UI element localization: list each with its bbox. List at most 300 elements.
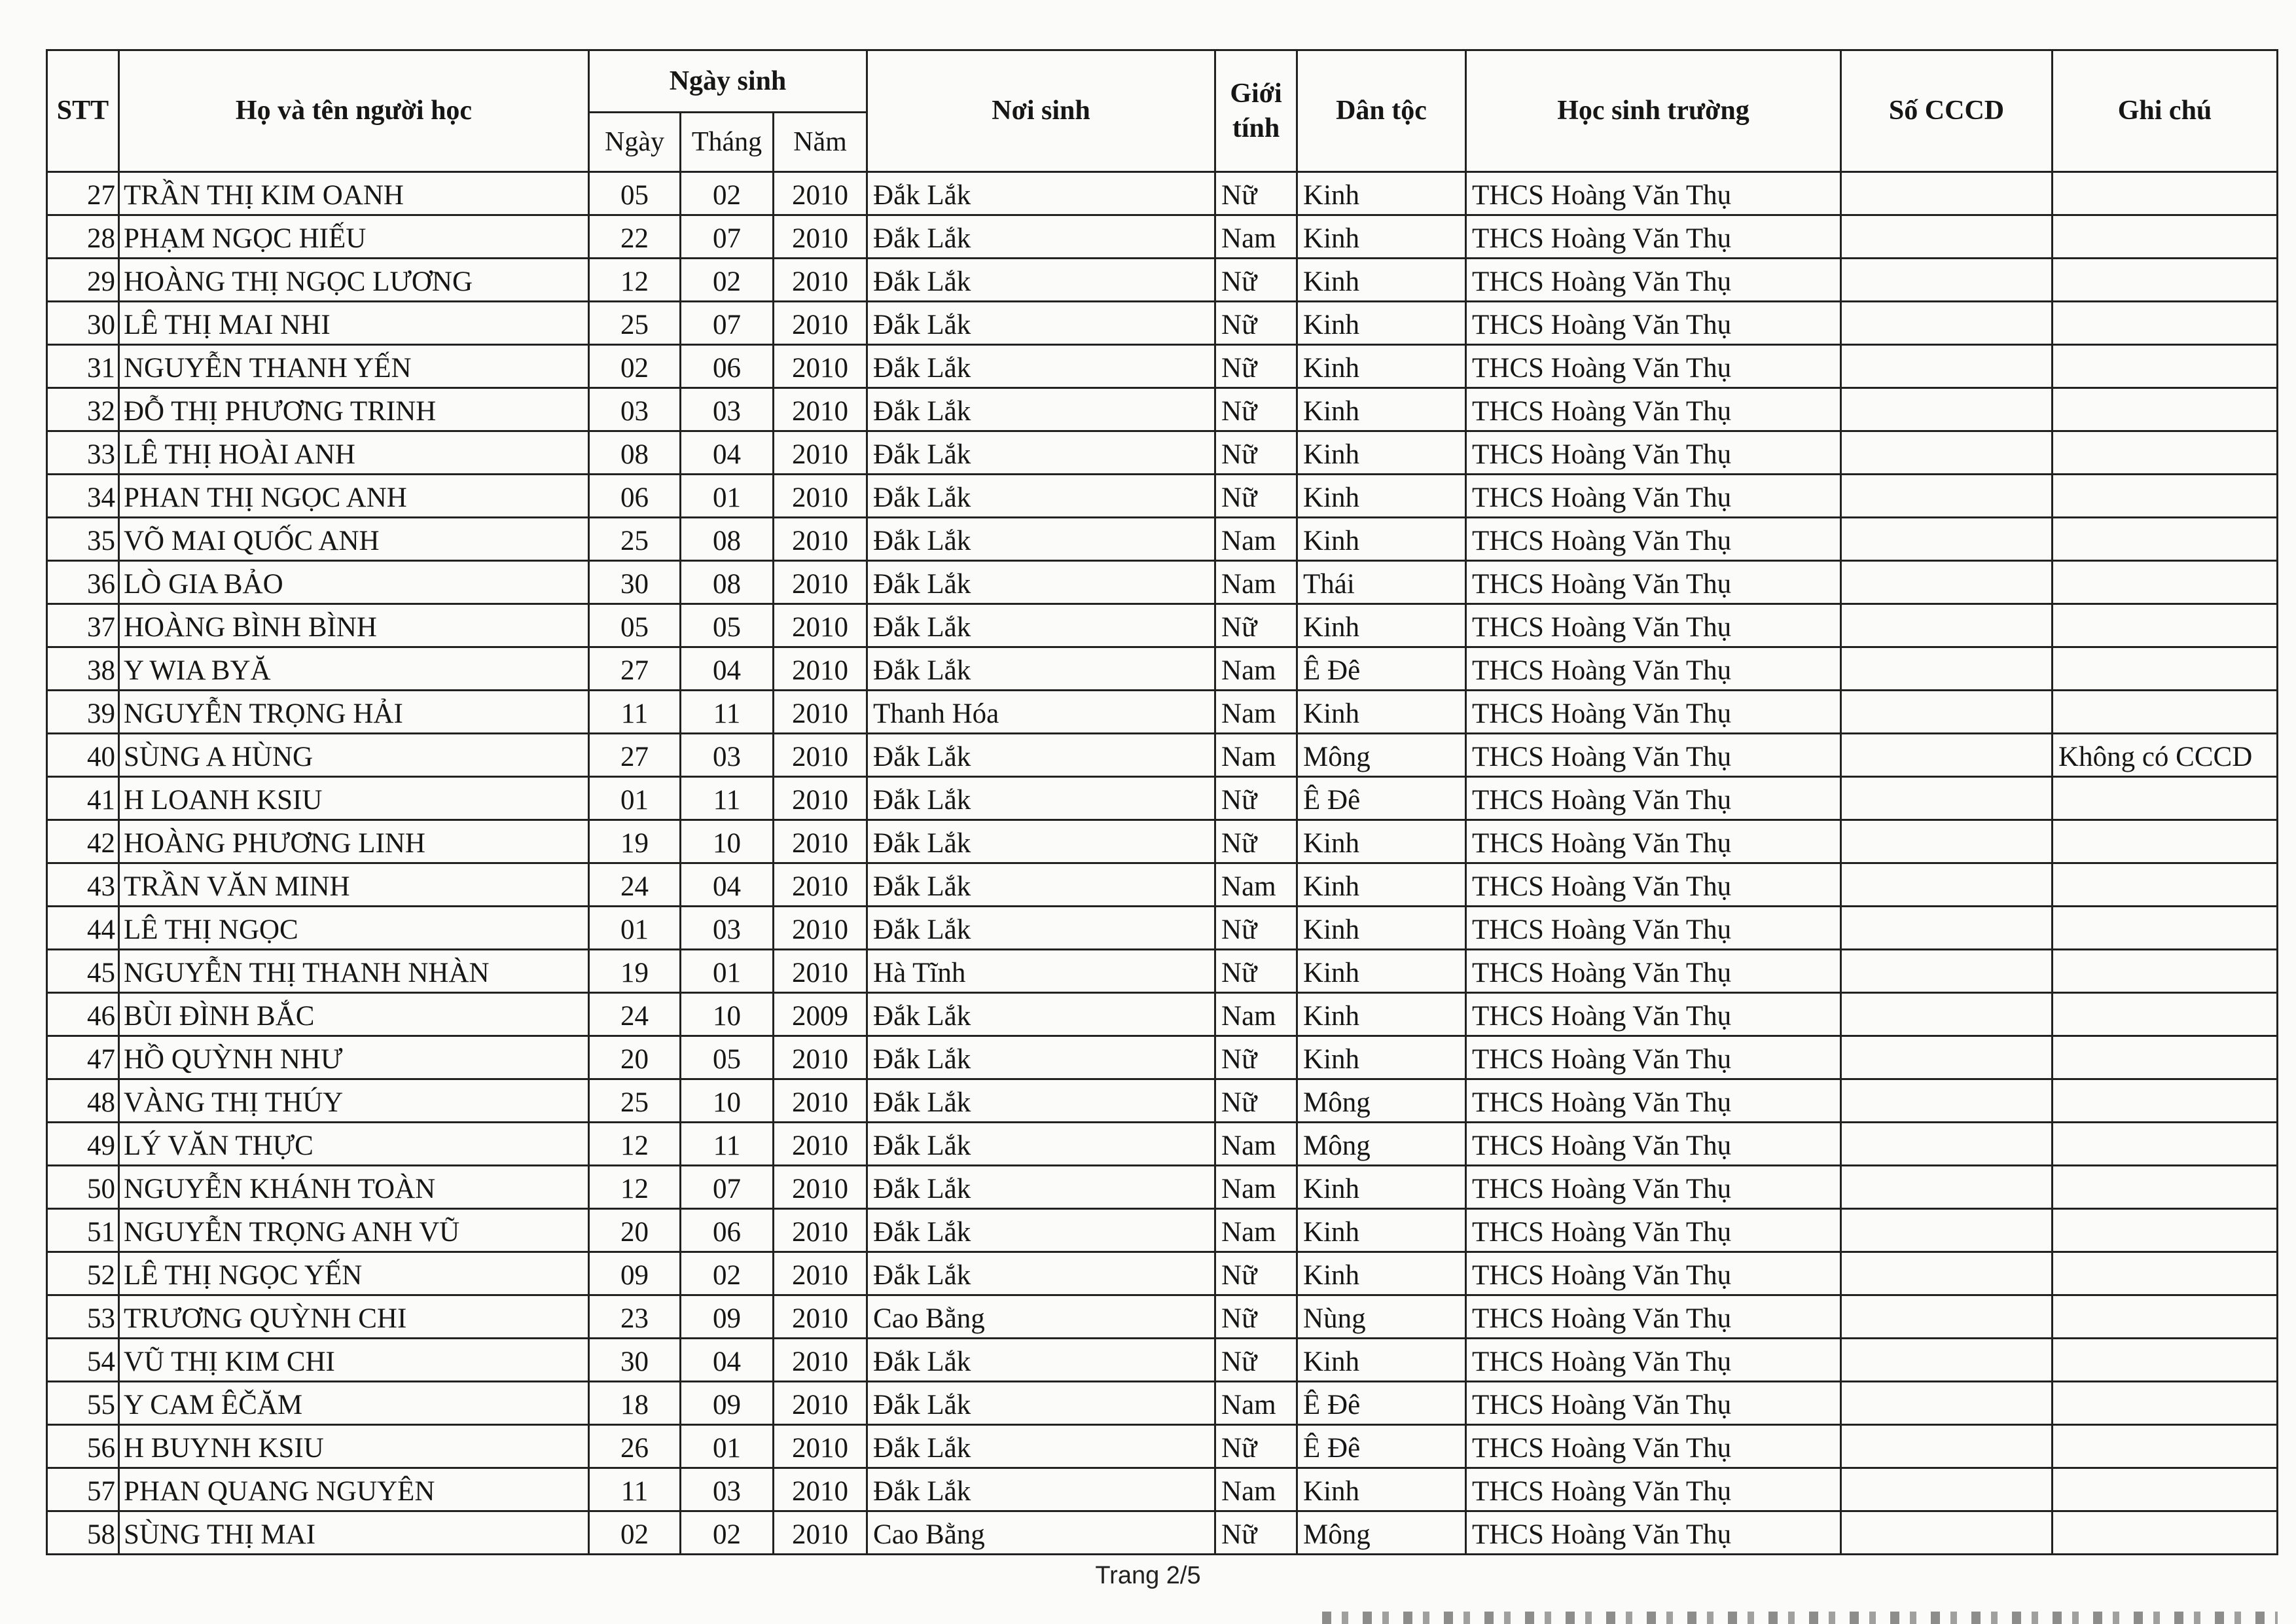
cell-name: HOÀNG THỊ NGỌC LƯƠNG bbox=[119, 259, 589, 302]
cell-year: 2010 bbox=[774, 647, 867, 691]
cell-day: 19 bbox=[589, 820, 681, 863]
cell-school: THCS Hoàng Văn Thụ bbox=[1466, 1036, 1841, 1079]
cell-birthplace: Đắk Lắk bbox=[867, 388, 1215, 431]
cell-birthplace: Đắk Lắk bbox=[867, 647, 1215, 691]
cell-school: THCS Hoàng Văn Thụ bbox=[1466, 907, 1841, 950]
cell-month: 10 bbox=[681, 820, 774, 863]
cell-ethnicity: Kinh bbox=[1297, 1166, 1466, 1209]
cell-name: LÊ THỊ NGỌC bbox=[119, 907, 589, 950]
cell-month: 08 bbox=[681, 561, 774, 604]
cell-school: THCS Hoàng Văn Thụ bbox=[1466, 388, 1841, 431]
table-row bbox=[47, 1339, 2278, 1382]
cell-day: 18 bbox=[589, 1382, 681, 1425]
cell-gender: Nữ bbox=[1215, 1252, 1297, 1295]
cell-cccd bbox=[1841, 1382, 2053, 1425]
cell-stt: 41 bbox=[47, 777, 119, 820]
cell-note bbox=[2053, 1079, 2278, 1123]
cell-gender: Nữ bbox=[1215, 1079, 1297, 1123]
cell-stt: 50 bbox=[47, 1166, 119, 1209]
cell-day: 26 bbox=[589, 1425, 681, 1468]
cell-gender: Nữ bbox=[1215, 1295, 1297, 1339]
cell-stt: 45 bbox=[47, 950, 119, 993]
cell-day: 12 bbox=[589, 1166, 681, 1209]
cell-ethnicity: Ê Đê bbox=[1297, 777, 1466, 820]
cell-ethnicity: Nùng bbox=[1297, 1295, 1466, 1339]
cell-school: THCS Hoàng Văn Thụ bbox=[1466, 431, 1841, 475]
student-list-table bbox=[46, 49, 2278, 1555]
cell-note: Không có CCCD bbox=[2053, 734, 2278, 777]
cell-gender: Nữ bbox=[1215, 777, 1297, 820]
cell-year: 2010 bbox=[774, 907, 867, 950]
header-birthplace: Nơi sinh bbox=[867, 50, 1215, 172]
page-number: Trang 2/5 bbox=[1095, 1562, 1201, 1589]
cell-gender: Nữ bbox=[1215, 345, 1297, 388]
cell-day: 25 bbox=[589, 1079, 681, 1123]
cell-ethnicity: Kinh bbox=[1297, 388, 1466, 431]
cell-note bbox=[2053, 388, 2278, 431]
cell-gender: Nam bbox=[1215, 1468, 1297, 1511]
cell-stt: 39 bbox=[47, 691, 119, 734]
cell-day: 30 bbox=[589, 1339, 681, 1382]
cell-month: 02 bbox=[681, 172, 774, 215]
cell-year: 2010 bbox=[774, 518, 867, 561]
cell-note bbox=[2053, 475, 2278, 518]
cell-name: SÙNG THỊ MAI bbox=[119, 1511, 589, 1555]
cell-ethnicity: Kinh bbox=[1297, 302, 1466, 345]
cell-gender: Nữ bbox=[1215, 1511, 1297, 1555]
header-gender bbox=[1215, 50, 1297, 172]
cell-note bbox=[2053, 1425, 2278, 1468]
cell-name: TRẦN VĂN MINH bbox=[119, 863, 589, 907]
cell-stt: 55 bbox=[47, 1382, 119, 1425]
cell-cccd bbox=[1841, 777, 2053, 820]
cell-school: THCS Hoàng Văn Thụ bbox=[1466, 1425, 1841, 1468]
cell-month: 11 bbox=[681, 1123, 774, 1166]
table-row bbox=[47, 950, 2278, 993]
cell-year: 2010 bbox=[774, 259, 867, 302]
cell-gender: Nữ bbox=[1215, 1425, 1297, 1468]
cell-name: HOÀNG BÌNH BÌNH bbox=[119, 604, 589, 647]
cell-name: VÀNG THỊ THÚY bbox=[119, 1079, 589, 1123]
cell-stt: 52 bbox=[47, 1252, 119, 1295]
cell-name: NGUYỄN TRỌNG ANH VŨ bbox=[119, 1209, 589, 1252]
cell-school: THCS Hoàng Văn Thụ bbox=[1466, 691, 1841, 734]
cell-birthplace: Đắk Lắk bbox=[867, 993, 1215, 1036]
cell-ethnicity: Kinh bbox=[1297, 215, 1466, 259]
cell-day: 20 bbox=[589, 1209, 681, 1252]
cell-note bbox=[2053, 1252, 2278, 1295]
cell-cccd bbox=[1841, 604, 2053, 647]
cell-name: NGUYỄN THỊ THANH NHÀN bbox=[119, 950, 589, 993]
cell-cccd bbox=[1841, 907, 2053, 950]
cell-stt: 54 bbox=[47, 1339, 119, 1382]
cell-birthplace: Cao Bằng bbox=[867, 1511, 1215, 1555]
cell-month: 10 bbox=[681, 993, 774, 1036]
table-row bbox=[47, 475, 2278, 518]
cell-gender: Nữ bbox=[1215, 172, 1297, 215]
cell-month: 04 bbox=[681, 647, 774, 691]
cell-cccd bbox=[1841, 1123, 2053, 1166]
cell-school: THCS Hoàng Văn Thụ bbox=[1466, 561, 1841, 604]
cell-gender: Nữ bbox=[1215, 907, 1297, 950]
cell-month: 01 bbox=[681, 950, 774, 993]
table-row bbox=[47, 777, 2278, 820]
cell-ethnicity: Kinh bbox=[1297, 1468, 1466, 1511]
cell-school: THCS Hoàng Văn Thụ bbox=[1466, 1382, 1841, 1425]
cell-month: 05 bbox=[681, 1036, 774, 1079]
cell-ethnicity: Mông bbox=[1297, 1511, 1466, 1555]
cell-name: LÝ VĂN THỰC bbox=[119, 1123, 589, 1166]
cell-birthplace: Đắk Lắk bbox=[867, 1209, 1215, 1252]
cell-month: 05 bbox=[681, 604, 774, 647]
cell-name: SÙNG A HÙNG bbox=[119, 734, 589, 777]
cell-stt: 56 bbox=[47, 1425, 119, 1468]
cell-day: 27 bbox=[589, 647, 681, 691]
cell-cccd bbox=[1841, 647, 2053, 691]
cell-name: PHAN THỊ NGỌC ANH bbox=[119, 475, 589, 518]
cell-birthplace: Đắk Lắk bbox=[867, 1382, 1215, 1425]
cell-gender: Nam bbox=[1215, 518, 1297, 561]
cell-ethnicity: Kinh bbox=[1297, 475, 1466, 518]
cell-school: THCS Hoàng Văn Thụ bbox=[1466, 518, 1841, 561]
table-row bbox=[47, 1123, 2278, 1166]
cell-note bbox=[2053, 1166, 2278, 1209]
cell-gender: Nam bbox=[1215, 863, 1297, 907]
cell-ethnicity: Ê Đê bbox=[1297, 1382, 1466, 1425]
table-row bbox=[47, 734, 2278, 777]
cell-stt: 35 bbox=[47, 518, 119, 561]
cell-year: 2010 bbox=[774, 302, 867, 345]
cell-note bbox=[2053, 518, 2278, 561]
cell-name: LÊ THỊ HOÀI ANH bbox=[119, 431, 589, 475]
table-row bbox=[47, 1079, 2278, 1123]
cell-gender: Nữ bbox=[1215, 1339, 1297, 1382]
cell-school: THCS Hoàng Văn Thụ bbox=[1466, 172, 1841, 215]
cell-ethnicity: Kinh bbox=[1297, 950, 1466, 993]
cell-year: 2010 bbox=[774, 1382, 867, 1425]
cell-name: HỒ QUỲNH NHƯ bbox=[119, 1036, 589, 1079]
cell-gender: Nam bbox=[1215, 691, 1297, 734]
cell-cccd bbox=[1841, 1339, 2053, 1382]
cell-cccd bbox=[1841, 820, 2053, 863]
cell-month: 07 bbox=[681, 215, 774, 259]
header-gender-line2: tính bbox=[1232, 113, 1280, 143]
cell-day: 25 bbox=[589, 302, 681, 345]
cell-birthplace: Đắk Lắk bbox=[867, 863, 1215, 907]
cell-name: VŨ THỊ KIM CHI bbox=[119, 1339, 589, 1382]
cell-name: ĐỖ THỊ PHƯƠNG TRINH bbox=[119, 388, 589, 431]
cell-year: 2010 bbox=[774, 734, 867, 777]
cell-note bbox=[2053, 863, 2278, 907]
cell-day: 24 bbox=[589, 993, 681, 1036]
cell-name: H BUYNH KSIU bbox=[119, 1425, 589, 1468]
cell-year: 2010 bbox=[774, 691, 867, 734]
cell-stt: 48 bbox=[47, 1079, 119, 1123]
cell-month: 04 bbox=[681, 863, 774, 907]
cell-month: 01 bbox=[681, 475, 774, 518]
cell-month: 03 bbox=[681, 907, 774, 950]
cell-school: THCS Hoàng Văn Thụ bbox=[1466, 1295, 1841, 1339]
cell-year: 2010 bbox=[774, 388, 867, 431]
cell-day: 24 bbox=[589, 863, 681, 907]
cell-cccd bbox=[1841, 302, 2053, 345]
cell-birthplace: Đắk Lắk bbox=[867, 1252, 1215, 1295]
cell-stt: 42 bbox=[47, 820, 119, 863]
cell-year: 2010 bbox=[774, 863, 867, 907]
cell-month: 09 bbox=[681, 1382, 774, 1425]
cell-month: 06 bbox=[681, 1209, 774, 1252]
cell-note bbox=[2053, 1511, 2278, 1555]
cell-note bbox=[2053, 950, 2278, 993]
cell-birthplace: Cao Bằng bbox=[867, 1295, 1215, 1339]
cell-cccd bbox=[1841, 863, 2053, 907]
cell-day: 25 bbox=[589, 518, 681, 561]
cell-day: 03 bbox=[589, 388, 681, 431]
header-birth-date: Ngày sinh bbox=[589, 50, 867, 113]
cell-month: 06 bbox=[681, 345, 774, 388]
cell-year: 2010 bbox=[774, 345, 867, 388]
table-row bbox=[47, 863, 2278, 907]
cell-ethnicity: Mông bbox=[1297, 1079, 1466, 1123]
cell-gender: Nữ bbox=[1215, 431, 1297, 475]
cell-cccd bbox=[1841, 475, 2053, 518]
cell-gender: Nữ bbox=[1215, 820, 1297, 863]
table-row bbox=[47, 1036, 2278, 1079]
cell-cccd bbox=[1841, 1036, 2053, 1079]
cell-year: 2010 bbox=[774, 1123, 867, 1166]
cell-birthplace: Đắk Lắk bbox=[867, 1079, 1215, 1123]
cell-stt: 32 bbox=[47, 388, 119, 431]
header-ethnicity: Dân tộc bbox=[1297, 50, 1466, 172]
cell-year: 2010 bbox=[774, 561, 867, 604]
header-cccd: Số CCCD bbox=[1841, 50, 2053, 172]
cell-month: 11 bbox=[681, 691, 774, 734]
cell-ethnicity: Mông bbox=[1297, 1123, 1466, 1166]
cell-stt: 36 bbox=[47, 561, 119, 604]
cell-name: TRƯƠNG QUỲNH CHI bbox=[119, 1295, 589, 1339]
cell-cccd bbox=[1841, 691, 2053, 734]
cell-stt: 49 bbox=[47, 1123, 119, 1166]
cell-ethnicity: Kinh bbox=[1297, 431, 1466, 475]
cell-note bbox=[2053, 604, 2278, 647]
cell-ethnicity: Mông bbox=[1297, 734, 1466, 777]
cell-name: NGUYỄN THANH YẾN bbox=[119, 345, 589, 388]
header-year: Năm bbox=[774, 113, 867, 172]
header-gender-line1: Giới bbox=[1230, 79, 1282, 109]
cell-school: THCS Hoàng Văn Thụ bbox=[1466, 1123, 1841, 1166]
cell-stt: 30 bbox=[47, 302, 119, 345]
table-row bbox=[47, 215, 2278, 259]
cell-ethnicity: Kinh bbox=[1297, 691, 1466, 734]
table-body bbox=[47, 172, 2278, 1555]
table-row bbox=[47, 259, 2278, 302]
cell-school: THCS Hoàng Văn Thụ bbox=[1466, 1339, 1841, 1382]
cell-birthplace: Đắk Lắk bbox=[867, 172, 1215, 215]
cell-note bbox=[2053, 345, 2278, 388]
cell-ethnicity: Kinh bbox=[1297, 820, 1466, 863]
cell-ethnicity: Kinh bbox=[1297, 993, 1466, 1036]
header-stt: STT bbox=[47, 50, 119, 172]
header-month: Tháng bbox=[681, 113, 774, 172]
cell-cccd bbox=[1841, 1252, 2053, 1295]
cell-gender: Nam bbox=[1215, 993, 1297, 1036]
cell-school: THCS Hoàng Văn Thụ bbox=[1466, 993, 1841, 1036]
table-row bbox=[47, 518, 2278, 561]
cell-cccd bbox=[1841, 431, 2053, 475]
table-row bbox=[47, 691, 2278, 734]
cell-gender: Nữ bbox=[1215, 604, 1297, 647]
cell-gender: Nam bbox=[1215, 647, 1297, 691]
cell-month: 08 bbox=[681, 518, 774, 561]
cell-year: 2010 bbox=[774, 1166, 867, 1209]
table-row bbox=[47, 388, 2278, 431]
cell-name: BÙI ĐÌNH BẮC bbox=[119, 993, 589, 1036]
cell-cccd bbox=[1841, 172, 2053, 215]
cell-school: THCS Hoàng Văn Thụ bbox=[1466, 1511, 1841, 1555]
cell-birthplace: Đắk Lắk bbox=[867, 1425, 1215, 1468]
cell-day: 12 bbox=[589, 259, 681, 302]
cell-school: THCS Hoàng Văn Thụ bbox=[1466, 647, 1841, 691]
cell-ethnicity: Kinh bbox=[1297, 863, 1466, 907]
cell-month: 04 bbox=[681, 431, 774, 475]
cell-birthplace: Đắk Lắk bbox=[867, 518, 1215, 561]
cell-cccd bbox=[1841, 1079, 2053, 1123]
cell-year: 2010 bbox=[774, 777, 867, 820]
cell-ethnicity: Ê Đê bbox=[1297, 647, 1466, 691]
header-name: Họ và tên người học bbox=[119, 50, 589, 172]
cell-school: THCS Hoàng Văn Thụ bbox=[1466, 302, 1841, 345]
cell-stt: 28 bbox=[47, 215, 119, 259]
cell-day: 02 bbox=[589, 345, 681, 388]
table-row bbox=[47, 431, 2278, 475]
cell-cccd bbox=[1841, 1166, 2053, 1209]
cell-name: PHẠM NGỌC HIẾU bbox=[119, 215, 589, 259]
cell-day: 22 bbox=[589, 215, 681, 259]
cell-ethnicity: Kinh bbox=[1297, 345, 1466, 388]
table-row bbox=[47, 1425, 2278, 1468]
cell-day: 27 bbox=[589, 734, 681, 777]
cell-birthplace: Đắk Lắk bbox=[867, 1166, 1215, 1209]
cell-birthplace: Thanh Hóa bbox=[867, 691, 1215, 734]
cell-day: 09 bbox=[589, 1252, 681, 1295]
cell-day: 06 bbox=[589, 475, 681, 518]
cell-year: 2010 bbox=[774, 1339, 867, 1382]
cell-gender: Nam bbox=[1215, 215, 1297, 259]
cell-year: 2010 bbox=[774, 1468, 867, 1511]
cell-ethnicity: Kinh bbox=[1297, 604, 1466, 647]
table-row bbox=[47, 561, 2278, 604]
cell-gender: Nam bbox=[1215, 1382, 1297, 1425]
cell-year: 2010 bbox=[774, 950, 867, 993]
cell-stt: 51 bbox=[47, 1209, 119, 1252]
cell-birthplace: Đắk Lắk bbox=[867, 1036, 1215, 1079]
cell-school: THCS Hoàng Văn Thụ bbox=[1466, 604, 1841, 647]
cell-stt: 44 bbox=[47, 907, 119, 950]
cell-name: PHAN QUANG NGUYÊN bbox=[119, 1468, 589, 1511]
cell-birthplace: Đắk Lắk bbox=[867, 1468, 1215, 1511]
cell-birthplace: Đắk Lắk bbox=[867, 1339, 1215, 1382]
cell-day: 05 bbox=[589, 604, 681, 647]
cell-name: LÒ GIA BẢO bbox=[119, 561, 589, 604]
cell-note bbox=[2053, 1123, 2278, 1166]
cell-stt: 29 bbox=[47, 259, 119, 302]
cell-school: THCS Hoàng Văn Thụ bbox=[1466, 1252, 1841, 1295]
cell-ethnicity: Kinh bbox=[1297, 1036, 1466, 1079]
cell-note bbox=[2053, 820, 2278, 863]
cell-birthplace: Đắk Lắk bbox=[867, 604, 1215, 647]
cell-note bbox=[2053, 172, 2278, 215]
cell-gender: Nam bbox=[1215, 561, 1297, 604]
cell-stt: 57 bbox=[47, 1468, 119, 1511]
cell-month: 02 bbox=[681, 259, 774, 302]
cell-stt: 34 bbox=[47, 475, 119, 518]
cell-school: THCS Hoàng Văn Thụ bbox=[1466, 1079, 1841, 1123]
table-row bbox=[47, 604, 2278, 647]
table-row bbox=[47, 1468, 2278, 1511]
header-day: Ngày bbox=[589, 113, 681, 172]
cell-name: TRẦN THỊ KIM OANH bbox=[119, 172, 589, 215]
cell-note bbox=[2053, 431, 2278, 475]
cell-name: LÊ THỊ NGỌC YẾN bbox=[119, 1252, 589, 1295]
cell-ethnicity: Kinh bbox=[1297, 1339, 1466, 1382]
cell-school: THCS Hoàng Văn Thụ bbox=[1466, 734, 1841, 777]
cell-cccd bbox=[1841, 1511, 2053, 1555]
cell-cccd bbox=[1841, 1295, 2053, 1339]
cell-day: 12 bbox=[589, 1123, 681, 1166]
cell-year: 2010 bbox=[774, 1209, 867, 1252]
cell-ethnicity: Kinh bbox=[1297, 1209, 1466, 1252]
cell-cccd bbox=[1841, 345, 2053, 388]
cell-name: HOÀNG PHƯƠNG LINH bbox=[119, 820, 589, 863]
cell-school: THCS Hoàng Văn Thụ bbox=[1466, 259, 1841, 302]
cell-cccd bbox=[1841, 993, 2053, 1036]
cell-stt: 27 bbox=[47, 172, 119, 215]
cell-ethnicity: Thái bbox=[1297, 561, 1466, 604]
cell-cccd bbox=[1841, 950, 2053, 993]
cell-day: 02 bbox=[589, 1511, 681, 1555]
cell-day: 01 bbox=[589, 777, 681, 820]
cell-month: 09 bbox=[681, 1295, 774, 1339]
cell-birthplace: Đắk Lắk bbox=[867, 820, 1215, 863]
cell-note bbox=[2053, 647, 2278, 691]
cell-stt: 47 bbox=[47, 1036, 119, 1079]
cell-birthplace: Đắk Lắk bbox=[867, 561, 1215, 604]
cell-note bbox=[2053, 561, 2278, 604]
table-header bbox=[47, 50, 2278, 172]
cell-ethnicity: Kinh bbox=[1297, 259, 1466, 302]
cell-name: NGUYỄN TRỌNG HẢI bbox=[119, 691, 589, 734]
cell-note bbox=[2053, 993, 2278, 1036]
cell-stt: 31 bbox=[47, 345, 119, 388]
cell-year: 2010 bbox=[774, 820, 867, 863]
cell-stt: 58 bbox=[47, 1511, 119, 1555]
cell-ethnicity: Kinh bbox=[1297, 172, 1466, 215]
cell-school: THCS Hoàng Văn Thụ bbox=[1466, 475, 1841, 518]
cell-school: THCS Hoàng Văn Thụ bbox=[1466, 1209, 1841, 1252]
scan-edge-artifact bbox=[1322, 1612, 2278, 1624]
cell-note bbox=[2053, 215, 2278, 259]
cell-birthplace: Đắk Lắk bbox=[867, 431, 1215, 475]
table-row bbox=[47, 1252, 2278, 1295]
table-row bbox=[47, 647, 2278, 691]
table-row bbox=[47, 172, 2278, 215]
cell-name: H LOANH KSIU bbox=[119, 777, 589, 820]
cell-cccd bbox=[1841, 388, 2053, 431]
cell-birthplace: Đắk Lắk bbox=[867, 907, 1215, 950]
cell-school: THCS Hoàng Văn Thụ bbox=[1466, 345, 1841, 388]
cell-day: 30 bbox=[589, 561, 681, 604]
cell-stt: 40 bbox=[47, 734, 119, 777]
